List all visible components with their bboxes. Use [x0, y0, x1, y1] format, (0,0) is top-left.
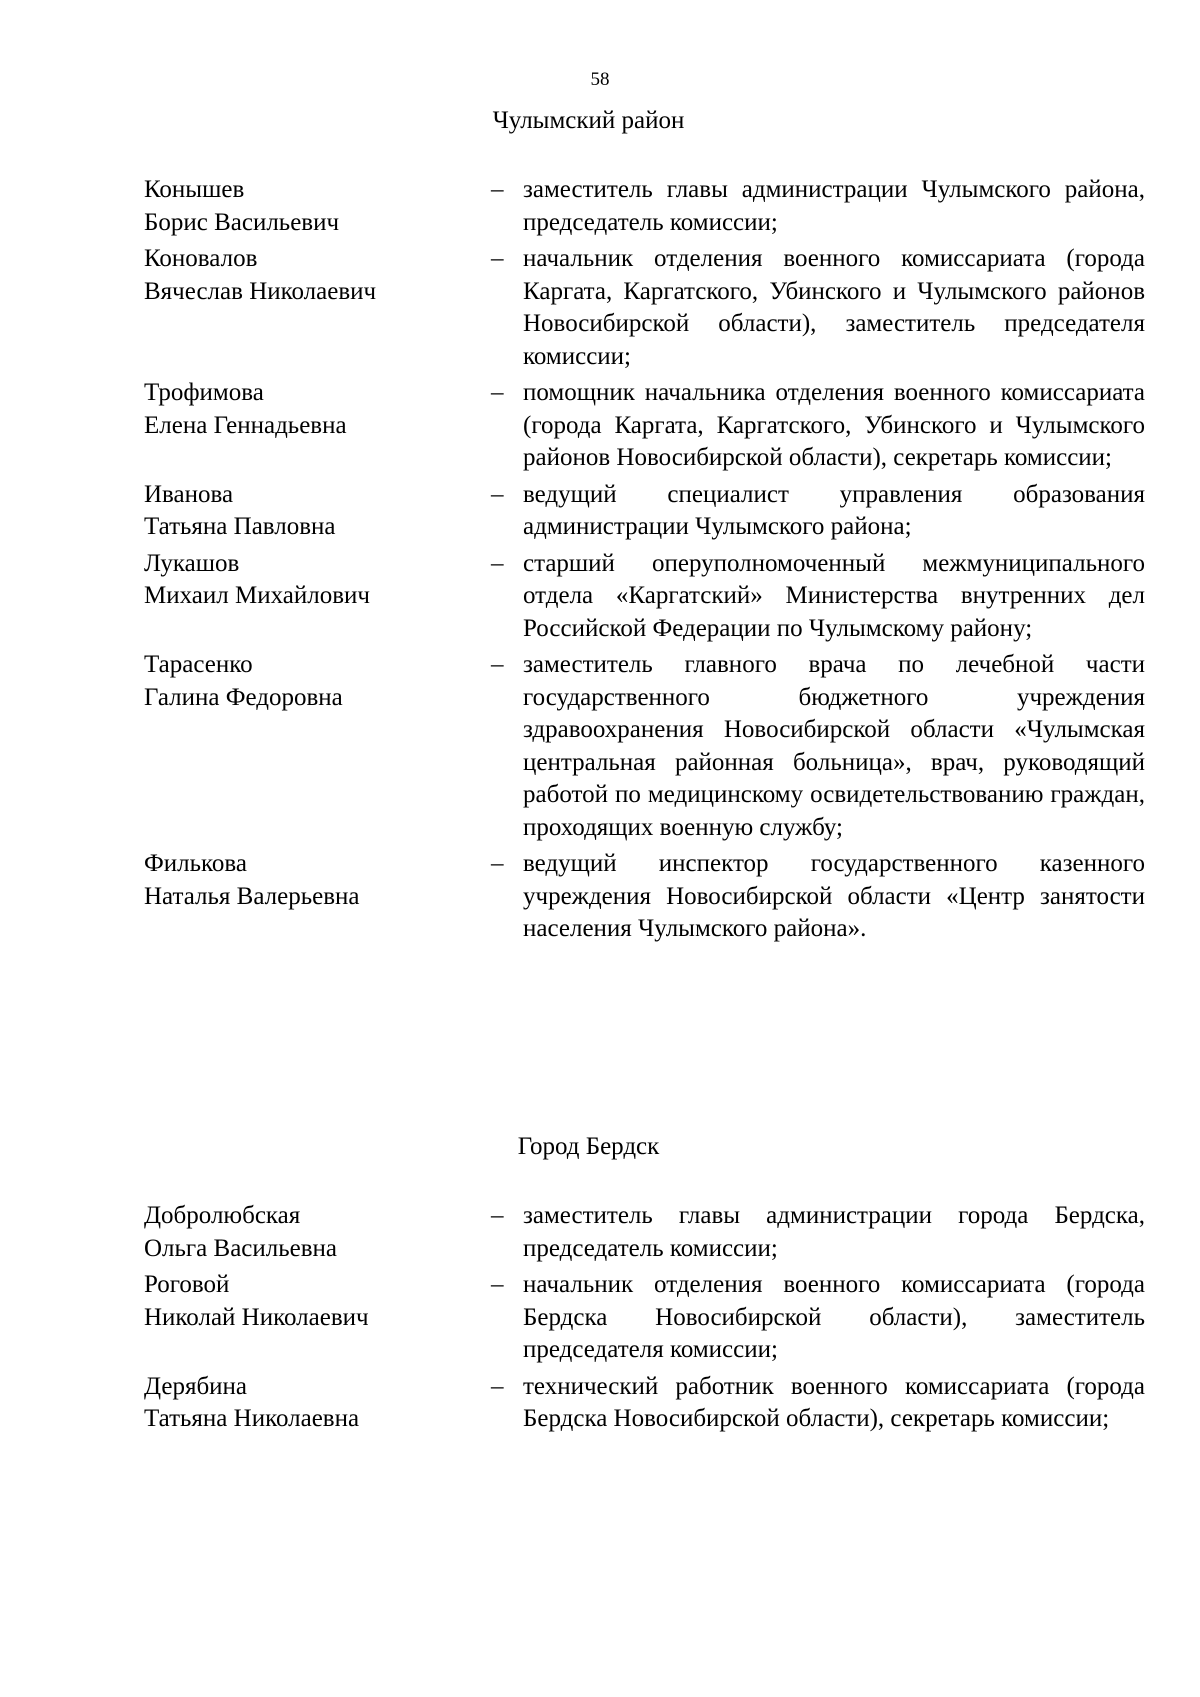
dash-separator: –: [491, 1372, 504, 1400]
member-role: технический работник военного комиссариата (города Бердска Новосибирской области), секретарь комиссии;: [523, 1372, 1145, 1432]
member-entry: [144, 377, 1145, 475]
member-given-names: Татьяна Павловна: [144, 513, 336, 540]
member-role: ведущий специалист управления образования администрации Чулымского района;: [523, 480, 1145, 540]
member-surname: Конышев: [144, 176, 245, 203]
member-surname: Лукашов: [144, 549, 240, 577]
member-given-names: Николай Николаевич: [144, 1303, 369, 1331]
member-given-names: Галина Федоровна: [144, 683, 343, 711]
dash-separator: –: [491, 176, 504, 203]
dash-separator: –: [491, 480, 504, 508]
member-surname: Роговой: [144, 1271, 230, 1298]
section-berdsk: [144, 1131, 1145, 1440]
section-chulym: [144, 105, 1145, 950]
member-surname: Иванова: [144, 480, 234, 508]
member-name: [144, 848, 491, 946]
member-role: заместитель главы администрации Чулымского района, председатель комиссии;: [523, 176, 1145, 236]
member-role: начальник отделения военного комиссариата (города Бердска Новосибирской области), заместитель председателя комиссии;: [523, 1271, 1145, 1363]
dash-separator: –: [491, 850, 504, 877]
member-entry: [144, 649, 1145, 844]
member-name: [144, 479, 491, 544]
member-name: [144, 649, 491, 844]
member-entry: [144, 1200, 1145, 1265]
member-entry: [144, 479, 1145, 544]
member-role: помощник начальника отделения военного комиссариата (города Каргата, Каргатского, Убинского и Чулымского районов Новосибирской области), секретарь комиссии;: [523, 379, 1145, 471]
member-entry: [144, 174, 1145, 239]
member-entry: [144, 548, 1145, 646]
dash-separator: –: [491, 379, 504, 406]
member-name: [144, 1200, 491, 1265]
section-title: Чулымский район: [492, 107, 685, 134]
member-entry: [144, 848, 1145, 946]
member-name: [144, 1269, 491, 1367]
member-given-names: Елена Геннадьевна: [144, 411, 347, 439]
member-surname: Филькова: [144, 850, 247, 877]
member-surname: Тарасенко: [144, 651, 253, 678]
member-role: заместитель главы администрации города Бердска, председатель комиссии;: [523, 1202, 1145, 1262]
dash-separator: –: [491, 651, 504, 678]
member-name: [144, 377, 491, 475]
member-list: [144, 1200, 1145, 1436]
dash-separator: –: [491, 1202, 504, 1229]
member-surname: Трофимова: [144, 379, 264, 406]
member-name: [144, 243, 491, 373]
member-role: заместитель главного врача по лечебной части государственного бюджетного учреждения здравоохранения Новосибирской области «Чулымская центральная районная больница», врач, руководящий работой по медицинскому освидетельствованию граждан, проходящих военную службу;: [523, 651, 1145, 841]
member-given-names: Борис Васильевич: [144, 208, 340, 236]
member-role: старший оперуполномоченный межмуниципального отдела «Каргатский» Министерства внутренних дел Российской Федерации по Чулымскому району;: [523, 549, 1145, 642]
member-surname: Добролюбская: [144, 1202, 301, 1229]
member-name: [144, 1371, 491, 1436]
member-given-names: Ольга Васильевна: [144, 1234, 338, 1262]
member-entry: [144, 1269, 1145, 1367]
member-role: ведущий инспектор государственного казенного учреждения Новосибирской области «Центр занятости населения Чулымского района».: [523, 850, 1145, 942]
member-given-names: Михаил Михайлович: [144, 582, 370, 609]
dash-separator: –: [491, 1271, 504, 1298]
member-given-names: Наталья Валерьевна: [144, 882, 360, 910]
member-name: [144, 174, 491, 239]
member-name: [144, 548, 491, 646]
member-entry: [144, 1371, 1145, 1436]
member-given-names: Татьяна Николаевна: [144, 1405, 360, 1432]
member-surname: Дерябина: [144, 1372, 248, 1400]
member-list: [144, 174, 1145, 946]
member-given-names: Вячеслав Николаевич: [144, 277, 377, 305]
dash-separator: –: [491, 549, 504, 577]
member-entry: [144, 243, 1145, 373]
member-surname: Коновалов: [144, 245, 258, 272]
member-role: начальник отделения военного комиссариата (города Каргата, Каргатского, Убинского и Чулымского районов Новосибирской области), заместитель председателя комиссии;: [523, 245, 1145, 370]
page-number: 58: [590, 69, 610, 90]
section-title: Город Бердск: [517, 1133, 660, 1160]
dash-separator: –: [491, 245, 504, 272]
